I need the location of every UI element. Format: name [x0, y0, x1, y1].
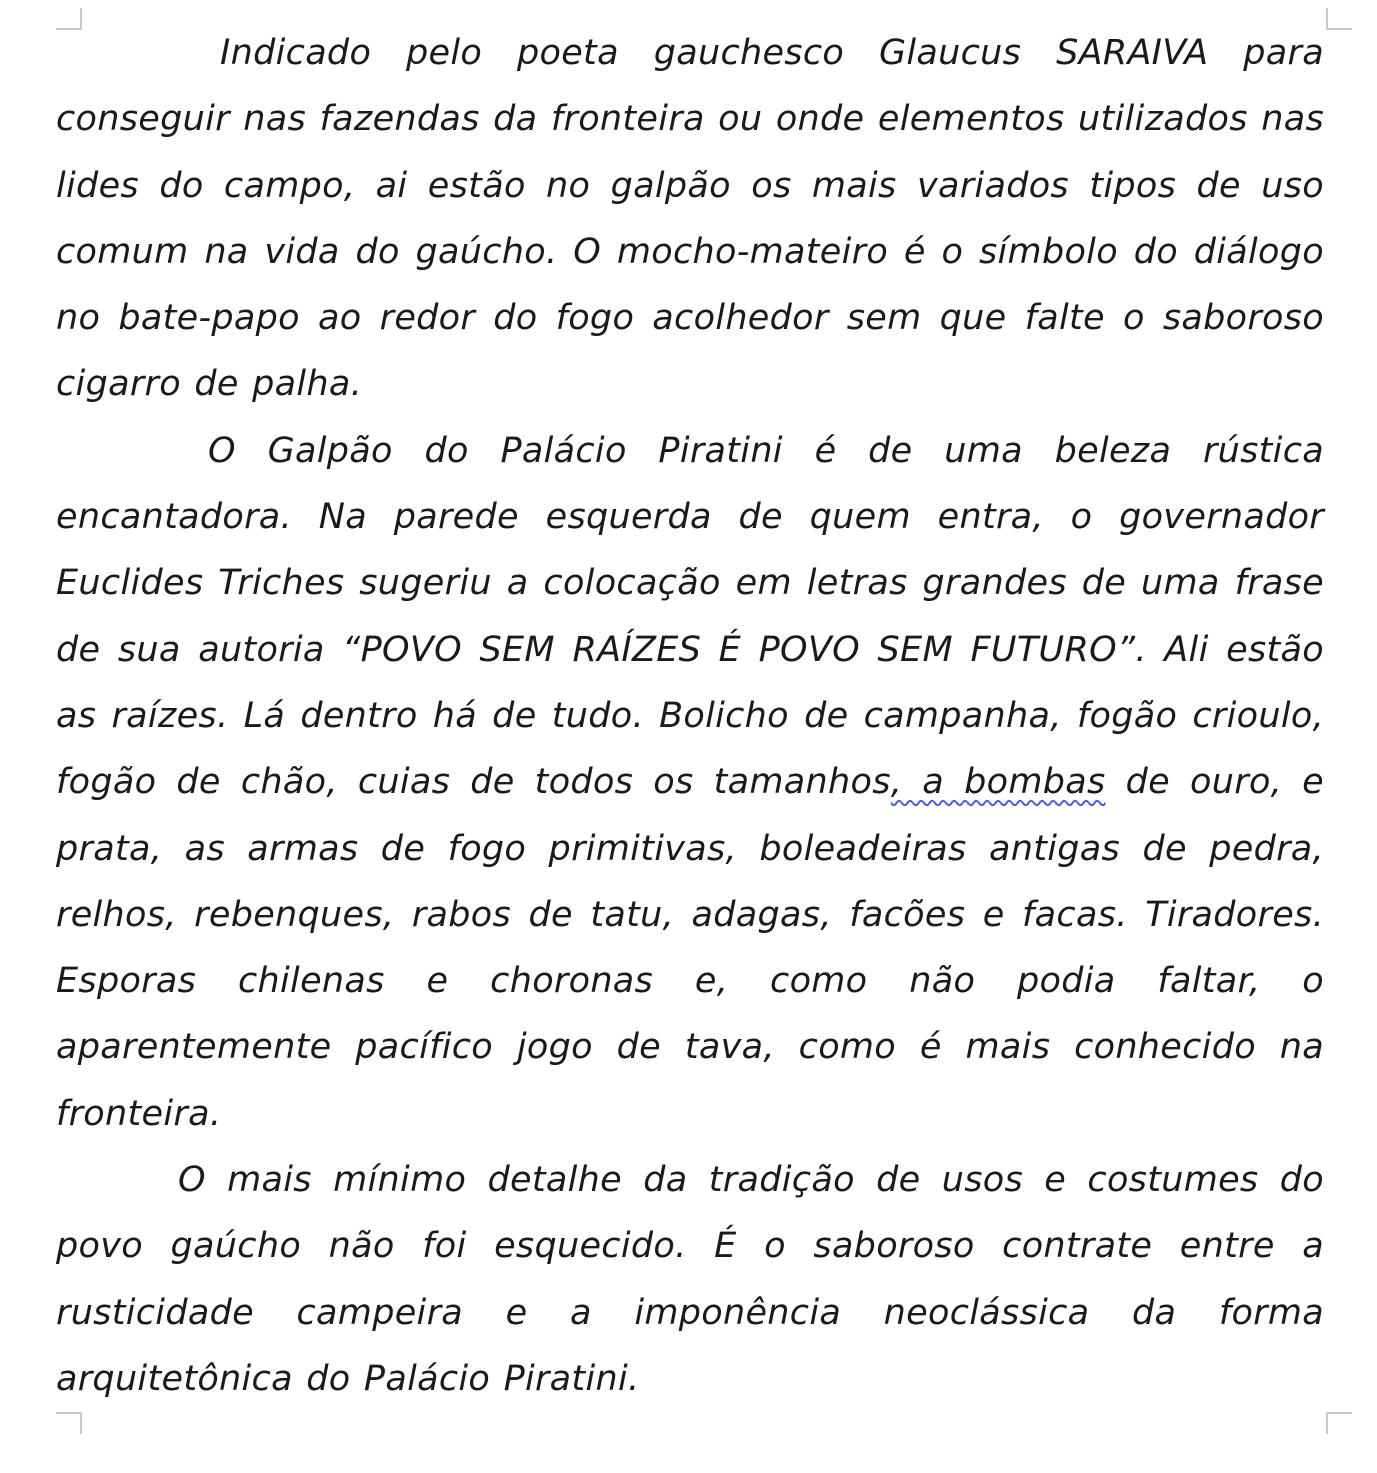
paragraph-2 [56, 418, 1324, 1147]
paragraph-2-text-end: de ouro, e prata, as armas de fogo primitivas, boleadeiras antigas de pedra, relhos, rebenques, rabos de tatu, adagas, facões e facas. Tiradores. Esporas chilenas e choronas e, como não podia faltar, o aparentemente pacífico jogo de tava, como é mais conhecido na fronteira. [56, 762, 1324, 1134]
page-corner-mark-bottom-right [1326, 1412, 1352, 1434]
paragraph-1: Indicado pelo poeta gauchesco Glaucus SARAIVA para conseguir nas fazendas da fronteira ou onde elementos utilizados nas lides do campo, ai estão no galpão os mais variados tipos de uso comum na vida do gaúcho. O mocho-mateiro é o símbolo do diálogo no bate-papo ao redor do fogo acolhedor sem que falte o saboroso cigarro de palha. [56, 33, 1324, 405]
document-text-body[interactable] [56, 20, 1324, 1412]
paragraph-2-text-start: O Galpão do Palácio Piratini é de uma beleza rústica encantadora. Na parede esquerda de quem entra, o governador Euclides Triches sugeriu a colocação em letras grandes de uma frase de sua autoria “POVO SEM RAÍZES É POVO SEM FUTURO”. Ali estão as raízes. Lá dentro há de tudo. Bolicho de campanha, fogão crioulo, fogão de chão, cuias de todos os tamanhos [56, 430, 1324, 803]
page-corner-mark-bottom-left [56, 1412, 82, 1434]
paragraph-3: O mais mínimo detalhe da tradição de usos e costumes do povo gaúcho não foi esquecido. É o saboroso contrate entre a rusticidade campeira e a imponência neoclássica da forma arquitetônica do Palácio Piratini. [56, 1160, 1324, 1399]
spellcheck-underlined-text[interactable]: , a bombas [890, 762, 1106, 803]
page-corner-mark-top-right [1326, 8, 1352, 30]
